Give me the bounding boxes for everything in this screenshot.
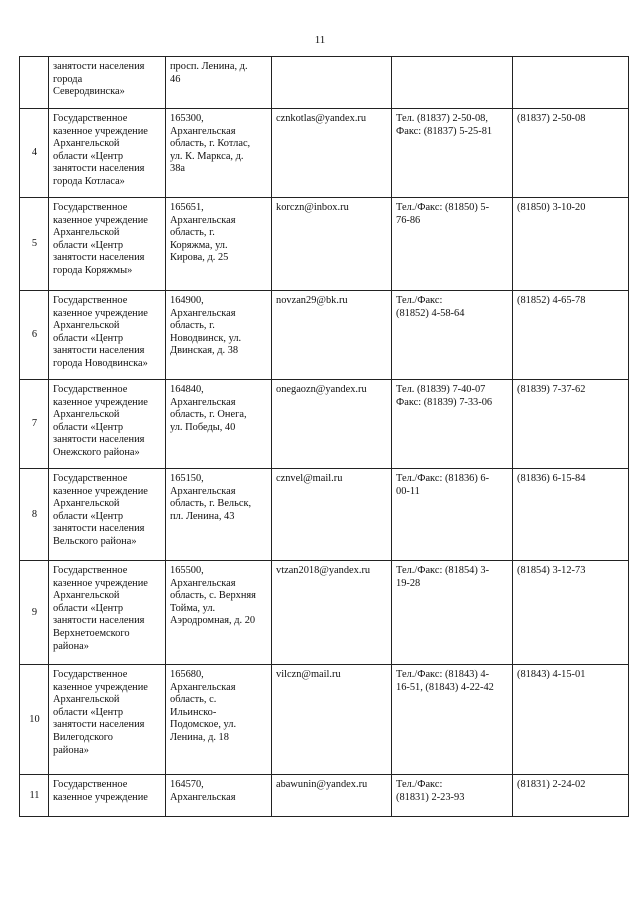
institution-name: Государственное казенное учреждение Архангельской области «Центр занятости населения города Новодвинска» (49, 291, 166, 380)
email: cznvel@mail.ru (272, 469, 392, 561)
hotline-phone: (81850) 3-10-20 (513, 198, 629, 291)
phone-fax: Тел./Факс: (81843) 4- 16-51, (81843) 4-22-42 (392, 665, 513, 775)
table-row (20, 57, 629, 109)
hotline-phone: (81836) 6-15-84 (513, 469, 629, 561)
table-row (20, 775, 629, 817)
postal-address: просп. Ленина, д. 46 (166, 57, 272, 109)
postal-address: 165500, Архангельская область, с. Верхняя Тойма, ул. Аэродромная, д. 20 (166, 561, 272, 665)
phone-fax (392, 57, 513, 109)
postal-address: 164570, Архангельская (166, 775, 272, 817)
email: vilczn@mail.ru (272, 665, 392, 775)
table-row (20, 561, 629, 665)
institution-name: Государственное казенное учреждение Архангельской области «Центр занятости населения Вилегодского района» (49, 665, 166, 775)
hotline-phone: (81843) 4-15-01 (513, 665, 629, 775)
table-row (20, 469, 629, 561)
postal-address: 164840, Архангельская область, г. Онега, ул. Победы, 40 (166, 380, 272, 469)
row-number: 10 (20, 665, 49, 775)
email: vtzan2018@yandex.ru (272, 561, 392, 665)
row-number: 9 (20, 561, 49, 665)
table-row (20, 198, 629, 291)
table-row (20, 380, 629, 469)
hotline-phone: (81839) 7-37-62 (513, 380, 629, 469)
hotline-phone: (81854) 3-12-73 (513, 561, 629, 665)
row-number: 8 (20, 469, 49, 561)
row-number (20, 57, 49, 109)
phone-fax: Тел. (81839) 7-40-07 Факс: (81839) 7-33-06 (392, 380, 513, 469)
hotline-phone: (81852) 4-65-78 (513, 291, 629, 380)
institution-name: Государственное казенное учреждение Архангельской области «Центр занятости населения города Котласа» (49, 109, 166, 198)
hotline-phone: (81831) 2-24-02 (513, 775, 629, 817)
postal-address: 165651, Архангельская область, г. Коряжма, ул. Кирова, д. 25 (166, 198, 272, 291)
institution-name: Государственное казенное учреждение Архангельской области «Центр занятости населения Вельского района» (49, 469, 166, 561)
email: korczn@inbox.ru (272, 198, 392, 291)
row-number: 11 (20, 775, 49, 817)
phone-fax: Тел. (81837) 2-50-08, Факс: (81837) 5-25-81 (392, 109, 513, 198)
hotline-phone (513, 57, 629, 109)
postal-address: 165300, Архангельская область, г. Котлас, ул. К. Маркса, д. 38а (166, 109, 272, 198)
hotline-phone: (81837) 2-50-08 (513, 109, 629, 198)
table-row (20, 665, 629, 775)
email: cznkotlas@yandex.ru (272, 109, 392, 198)
phone-fax: Тел./Факс: (81854) 3- 19-28 (392, 561, 513, 665)
email: novzan29@bk.ru (272, 291, 392, 380)
row-number: 6 (20, 291, 49, 380)
phone-fax: Тел./Факс: (81836) 6- 00-11 (392, 469, 513, 561)
table-row (20, 109, 629, 198)
row-number: 4 (20, 109, 49, 198)
page-number: 11 (314, 34, 326, 46)
institution-name: Государственное казенное учреждение Архангельской области «Центр занятости населения Верхнетоемского района» (49, 561, 166, 665)
institution-name: Государственное казенное учреждение Архангельской области «Центр занятости населения города Коряжмы» (49, 198, 166, 291)
email: abawunin@yandex.ru (272, 775, 392, 817)
postal-address: 165680, Архангельская область, с. Ильинско- Подомское, ул. Ленина, д. 18 (166, 665, 272, 775)
contacts-table (19, 56, 629, 817)
email: onegaozn@yandex.ru (272, 380, 392, 469)
phone-fax: Тел./Факс: (81852) 4-58-64 (392, 291, 513, 380)
table-row (20, 291, 629, 380)
row-number: 5 (20, 198, 49, 291)
postal-address: 164900, Архангельская область, г. Новодвинск, ул. Двинская, д. 38 (166, 291, 272, 380)
email (272, 57, 392, 109)
row-number: 7 (20, 380, 49, 469)
institution-name: занятости населения города Северодвинска» (49, 57, 166, 109)
phone-fax: Тел./Факс: (81831) 2-23-93 (392, 775, 513, 817)
institution-name: Государственное казенное учреждение Архангельской области «Центр занятости населения Онежского района» (49, 380, 166, 469)
postal-address: 165150, Архангельская область, г. Вельск, пл. Ленина, 43 (166, 469, 272, 561)
institution-name: Государственное казенное учреждение (49, 775, 166, 817)
phone-fax: Тел./Факс: (81850) 5- 76-86 (392, 198, 513, 291)
